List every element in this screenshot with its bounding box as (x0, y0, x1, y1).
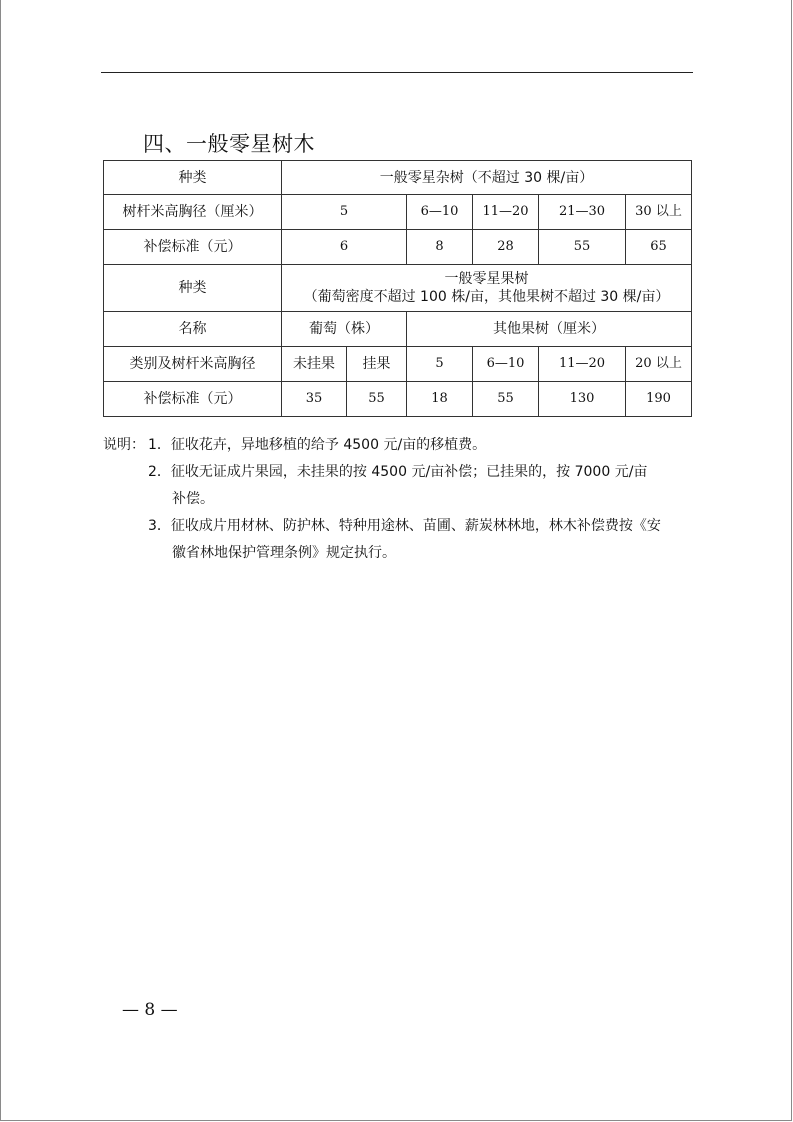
table-row (104, 347, 692, 382)
table-cell: 未挂果 (282, 347, 347, 382)
note-continuation: 徽省林地保护管理条例》规定执行。 (172, 545, 396, 561)
table-row (104, 230, 692, 265)
table-cell: 6 (282, 230, 407, 265)
table-cell: 55 (473, 382, 539, 417)
table-cell: 28 (473, 230, 539, 265)
row-label: 种类 (104, 161, 282, 195)
notes (103, 432, 693, 567)
note-text: 征收花卉，异地移植的给予 4500 元/亩的移植费。 (170, 437, 487, 453)
note-item (103, 459, 693, 513)
note-index: 3． (148, 518, 171, 534)
table-row (104, 195, 692, 230)
header-rule (101, 72, 693, 73)
note-text: 征收无证成片果园，未挂果的按 4500 元/亩补偿；已挂果的，按 7000 元/亩 (170, 464, 648, 480)
table-cell (282, 265, 692, 312)
table-cell: 挂果 (347, 347, 407, 382)
table-cell: 6—10 (407, 195, 473, 230)
note-text: 征收成片用材林、防护林、特种用途林、苗圃、薪炭林林地，林木补偿费按《安 (170, 518, 661, 534)
table-cell: 其他果树（厘米） (407, 312, 692, 347)
table-cell: 190 (626, 382, 692, 417)
notes-prefix: 说明： (103, 437, 145, 453)
section-title: 四、一般零星树木 (143, 132, 315, 156)
table-cell: 6—10 (473, 347, 539, 382)
table-cell: 20 以上 (626, 347, 692, 382)
note-item (103, 432, 693, 459)
table-cell: 30 以上 (626, 195, 692, 230)
cell-line: （葡萄密度不超过 100 株/亩，其他果树不超过 30 棵/亩） (303, 289, 670, 305)
table-cell: 11—20 (539, 347, 626, 382)
table-row (104, 265, 692, 312)
table-row (104, 312, 692, 347)
row-label: 类别及树杆米高胸径 (104, 347, 282, 382)
note-continuation: 补偿。 (172, 491, 214, 507)
row-label: 种类 (104, 265, 282, 312)
row-label: 补偿标准（元） (104, 230, 282, 265)
table-cell: 65 (626, 230, 692, 265)
table-cell: 21—30 (539, 195, 626, 230)
table-cell: 一般零星杂树（不超过 30 棵/亩） (282, 161, 692, 195)
table-cell: 35 (282, 382, 347, 417)
note-index: 2． (148, 464, 171, 480)
table-cell: 5 (407, 347, 473, 382)
cell-line: 一般零星果树 (444, 271, 529, 287)
table-row (104, 382, 692, 417)
table-cell: 11—20 (473, 195, 539, 230)
table-cell: 8 (407, 230, 473, 265)
table-cell: 55 (539, 230, 626, 265)
table-cell: 葡萄（株） (282, 312, 407, 347)
table-cell: 5 (282, 195, 407, 230)
row-label: 补偿标准（元） (104, 382, 282, 417)
table-cell: 55 (347, 382, 407, 417)
table-row (104, 161, 692, 195)
row-label: 名称 (104, 312, 282, 347)
row-label: 树杆米高胸径（厘米） (104, 195, 282, 230)
table-cell: 130 (539, 382, 626, 417)
compensation-table (103, 160, 692, 417)
note-index: 1． (148, 437, 171, 453)
table-cell: 18 (407, 382, 473, 417)
page-number: — 8 — (122, 1000, 178, 1020)
note-item (103, 513, 693, 567)
